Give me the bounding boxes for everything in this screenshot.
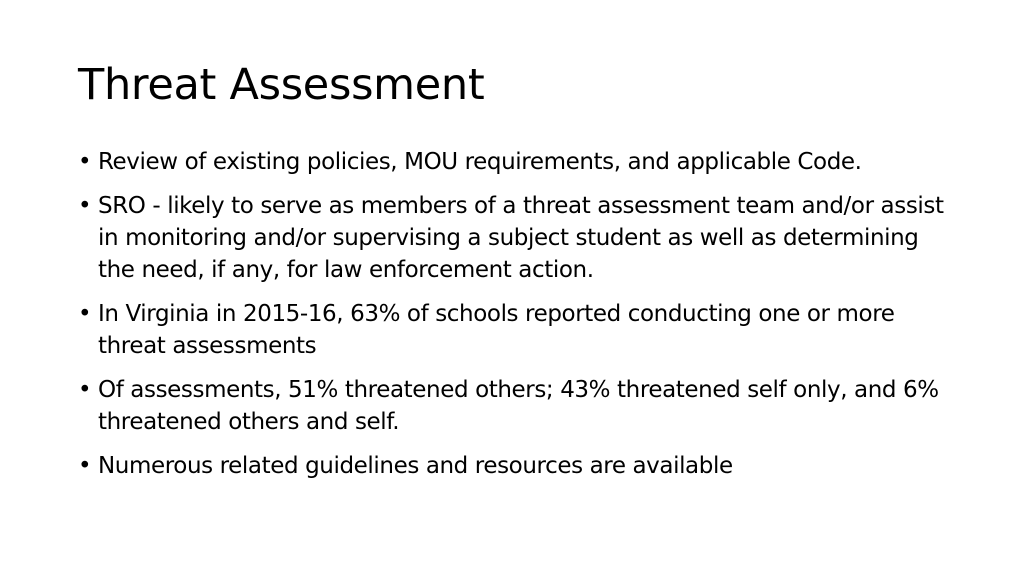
bullet-item-resources [78, 450, 958, 482]
bullet-text: In Virginia in 2015-16, 63% of schools reported conducting one or more threat assessments [98, 301, 895, 359]
bullet-text: SRO - likely to serve as members of a threat assessment team and/or assist in monitoring and/or supervising a subject student as well as determining the need, if any, for law enforcement action. [98, 193, 944, 283]
bullet-dot-icon: • [78, 149, 92, 175]
bullet-item-sro [78, 190, 958, 286]
bullet-dot-icon: • [78, 453, 92, 479]
bullet-list [78, 146, 958, 494]
bullet-dot-icon: • [78, 301, 92, 327]
bullet-text: Numerous related guidelines and resources are available [98, 453, 733, 479]
bullet-item-policies [78, 146, 958, 178]
bullet-dot-icon: • [78, 193, 92, 219]
bullet-text: Review of existing policies, MOU requirements, and applicable Code. [98, 149, 862, 175]
slide-title: Threat Assessment [78, 60, 485, 110]
bullet-item-assessment-breakdown [78, 374, 958, 438]
bullet-item-virginia-stats [78, 298, 958, 362]
bullet-text: Of assessments, 51% threatened others; 43% threatened self only, and 6% threatened others and self. [98, 377, 939, 435]
bullet-dot-icon: • [78, 377, 92, 403]
